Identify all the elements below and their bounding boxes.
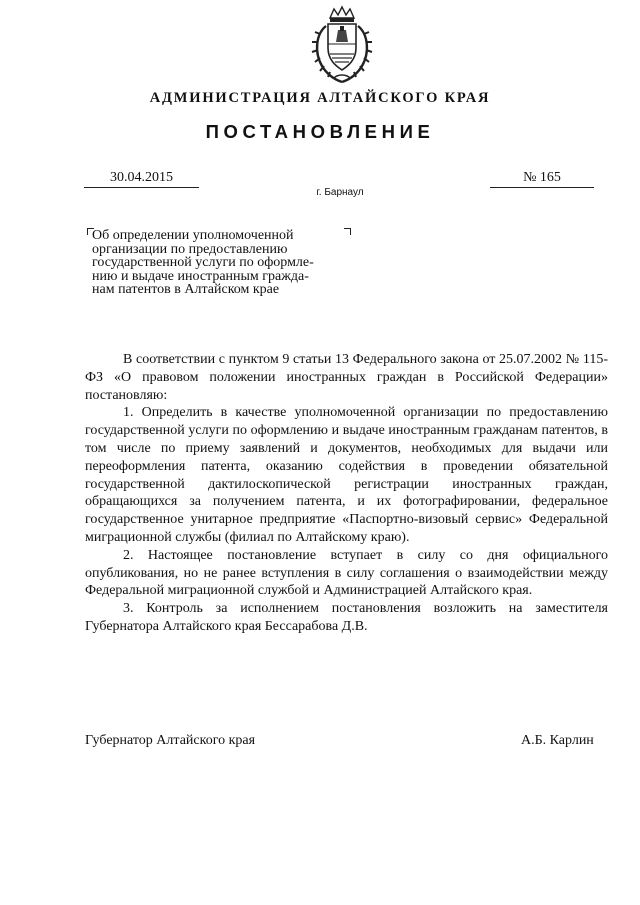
body-paragraph-1: 1. Определить в качестве уполномоченной организации по предоставлению государственной услуги по оформлению и выдаче иностранным гражданам патентов, в том числе по приему заявлений и документов, необходимых для выдачи или переоформления патента, оказанию содействия в проведении обязательной государственной дактилоскопической регистрации иностранных граждан, обращающихся за получением патента, и их фотографировании, федеральное государственное унитарное предприятие «Паспортно-визовый сервис» Федеральной миграционной службы (филиал по Алтайскому краю). [85,405,608,545]
body-paragraph-preamble: В соответствии с пунктом 9 статьи 13 Федерального закона от 25.07.2002 № 115-ФЗ «О правовом положении иностранных граждан в Российской Федерации» постановляю: [85,352,608,403]
body-paragraph-3: 3. Контроль за исполнением постановления возложить на заместителя Губернатора Алтайского края Бессарабова Д.В. [85,601,608,634]
organization-name: АДМИНИСТРАЦИЯ АЛТАЙСКОГО КРАЯ [149,90,491,106]
subject-line: нам патентов в Алтайском крае [92,282,280,298]
subject-line: государственной услуги по оформле- [92,255,314,271]
signature-name: А.Б. Карлин [521,733,594,748]
subject-line: нию и выдаче иностранным гражда- [92,268,309,284]
document-body [85,351,608,636]
subject-line: организации по предоставлению [92,241,288,257]
document-type-title: ПОСТАНОВЛЕНИЕ [205,121,435,142]
document-city: г. Барнаул [316,187,364,198]
coat-of-arms-icon [308,4,376,86]
body-paragraph-2: 2. Настоящее постановление вступает в силу со дня официального опубликования, но не ранее вступления в силу соглашения о взаимодействии между Федеральной миграционной службой и Администрацией Алтайского края. [85,547,608,599]
signature-position: Губернатор Алтайского края [85,733,256,748]
subject-line: Об определении уполномоченной [92,228,294,243]
document-number: № 165 [490,170,594,188]
document-subject [92,229,348,297]
document-date: 30.04.2015 [84,170,199,188]
